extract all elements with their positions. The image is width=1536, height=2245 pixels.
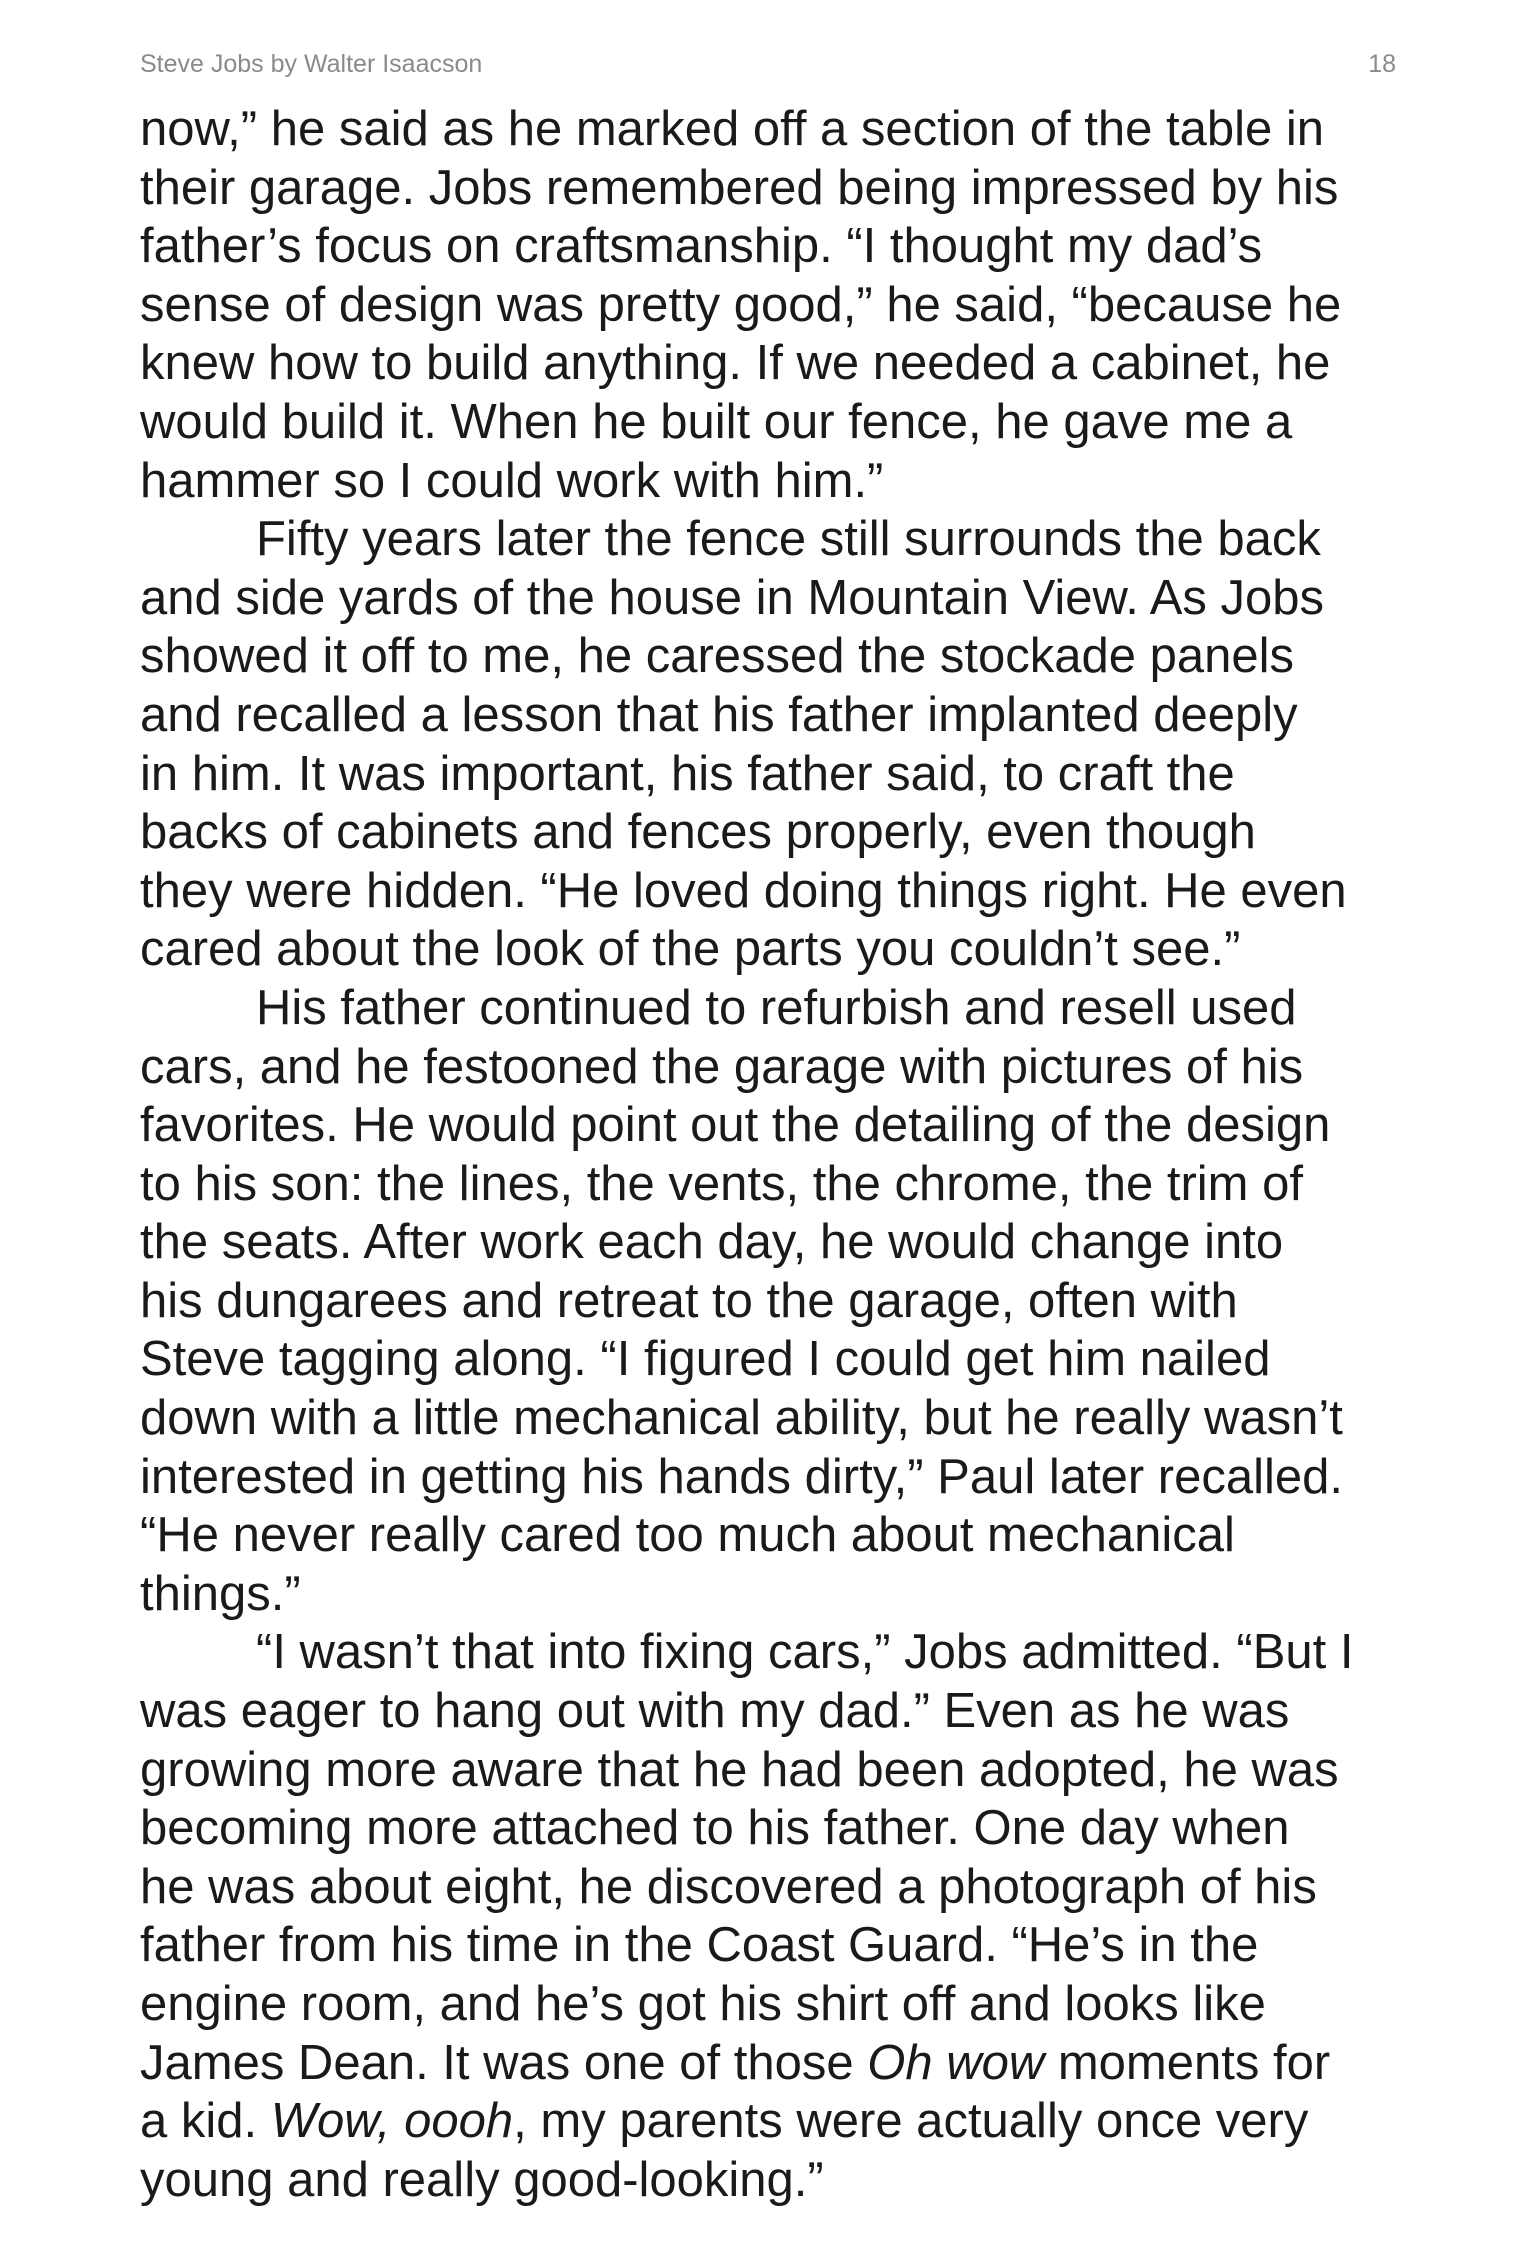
text-line: the seats. After work each day, he would change into	[140, 1215, 1284, 1270]
text-line: sense of design was pretty good,” he said, “because he	[140, 277, 1342, 332]
text-line: growing more aware that he had been adopted, he was	[140, 1742, 1339, 1797]
paragraph-start-line: Fifty years later the fence still surrounds the back	[256, 512, 1321, 567]
text-line: knew how to build anything. If we needed a cabinet, he	[140, 336, 1331, 391]
body-text	[140, 100, 1396, 2209]
text-line: engine room, and he’s got his shirt off and looks like	[140, 1977, 1266, 2031]
text-line: down with a little mechanical ability, but he really wasn’t	[140, 1391, 1343, 1446]
paragraph-start-line: His father continued to refurbish and resell used	[256, 980, 1297, 1035]
text-run: a kid.	[140, 2094, 271, 2149]
text-line: things.”	[140, 1566, 301, 1621]
text-line: young and really good-looking.”	[140, 2152, 824, 2207]
text-line: interested in getting his hands dirty,” Paul later recalled.	[140, 1449, 1343, 1504]
text-line: now,” he said as he marked off a section of the table in	[140, 102, 1324, 156]
text-line: and recalled a lesson that his father implanted deeply	[140, 687, 1298, 742]
text-run: James Dean. It was one of those	[140, 2035, 868, 2090]
text-line: would build it. When he built our fence, he gave me a	[140, 394, 1293, 449]
text-line: was eager to hang out with my dad.” Even as he was	[140, 1684, 1290, 1739]
paragraph-start-line: “I wasn’t that into fixing cars,” Jobs admitted. “But I	[256, 1625, 1354, 1680]
text-line: to his son: the lines, the vents, the chrome, the trim of	[140, 1156, 1303, 1211]
text-line: backs of cabinets and fences properly, even though	[140, 805, 1256, 860]
running-header	[140, 50, 1396, 80]
text-line: favorites. He would point out the detailing of the design	[140, 1098, 1331, 1153]
italic-phrase: Wow, oooh	[270, 2094, 514, 2149]
text-line: Steve tagging along. “I figured I could get him nailed	[140, 1332, 1271, 1387]
text-line: father from his time in the Coast Guard. “He’s in the	[140, 1918, 1259, 1973]
text-line: his dungarees and retreat to the garage, often with	[140, 1273, 1238, 1328]
text-line-with-italic	[140, 2034, 1396, 2093]
text-line: their garage. Jobs remembered being impressed by his	[140, 160, 1339, 215]
text-line: “He never really cared too much about mechanical	[140, 1508, 1235, 1563]
text-line: becoming more attached to his father. One day when	[140, 1801, 1290, 1856]
text-line: in him. It was important, his father said, to craft the	[140, 746, 1235, 801]
text-line: they were hidden. “He loved doing things right. He even	[140, 863, 1347, 918]
italic-phrase: Oh wow	[867, 2035, 1045, 2090]
text-line: hammer so I could work with him.”	[140, 453, 884, 508]
text-run: , my parents were actually once very	[513, 2094, 1309, 2149]
page-number: 18	[1368, 50, 1396, 78]
book-title: Steve Jobs by Walter Isaacson	[140, 50, 483, 78]
text-run: moments for	[1044, 2035, 1331, 2090]
text-line: and side yards of the house in Mountain View. As Jobs	[140, 570, 1325, 625]
text-line: cared about the look of the parts you couldn’t see.”	[140, 922, 1241, 977]
text-line: cars, and he festooned the garage with pictures of his	[140, 1039, 1304, 1094]
text-line: he was about eight, he discovered a photograph of his	[140, 1859, 1317, 1914]
text-line-with-italic	[140, 2092, 1396, 2151]
text-line: father’s focus on craftsmanship. “I thought my dad’s	[140, 219, 1263, 274]
text-line: showed it off to me, he caressed the stockade panels	[140, 629, 1295, 684]
